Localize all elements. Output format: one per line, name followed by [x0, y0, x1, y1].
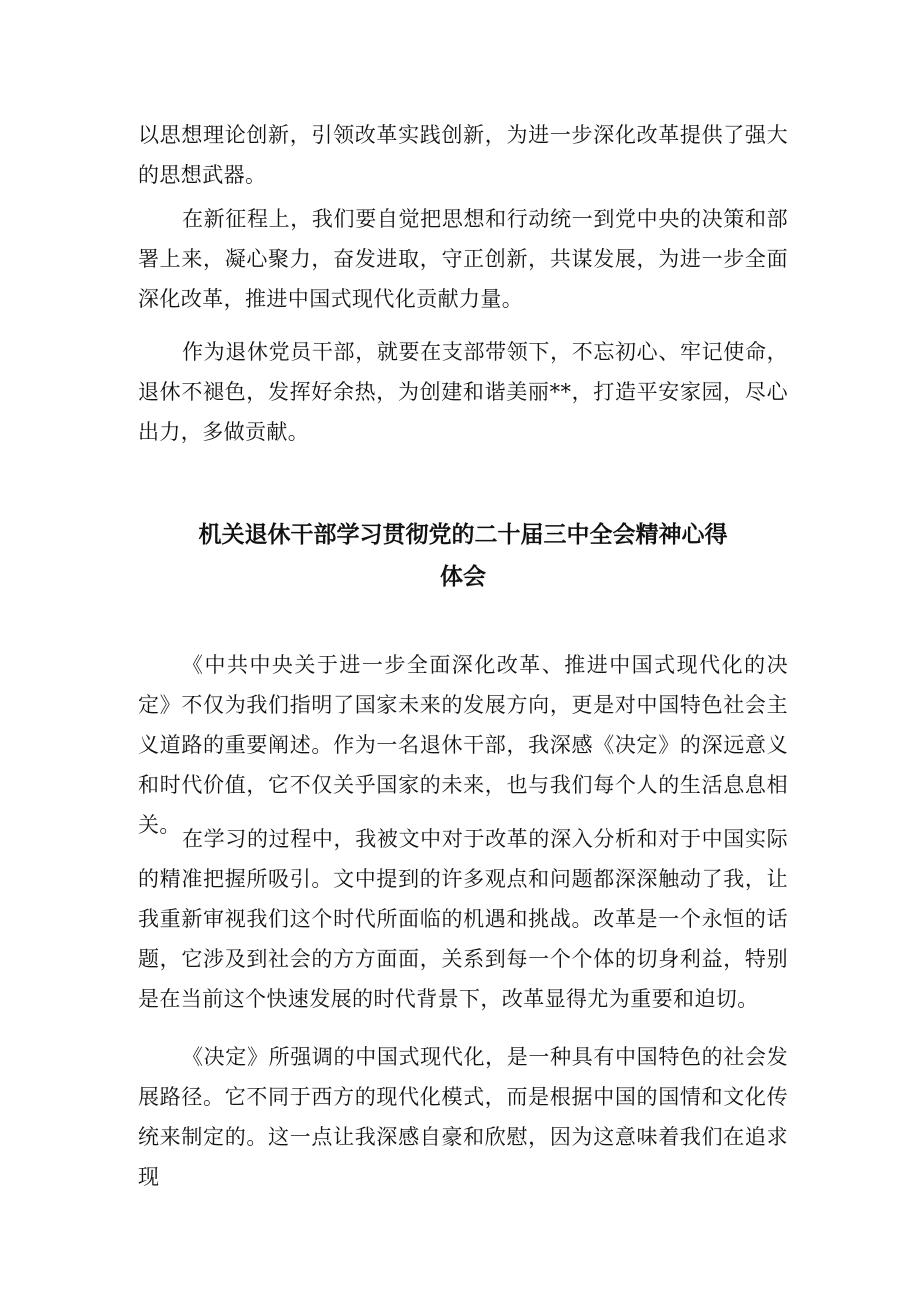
paragraph-retired-members: 作为退休党员干部，就要在支部带领下，不忘初心、牢记使命，退休不褪色，发挥好余热，为创建和谐美丽**，打造平安家园，尽心出力，多做贡献。	[138, 340, 788, 444]
section-title-line-2: 体会	[440, 564, 486, 590]
paragraph-decision-intro: 《中共中央关于进一步全面深化改革、推进中国式现代化的决定》不仅为我们指明了国家未来的发展方向，更是对中国特色社会主义道路的重要阐述。作为一名退休干部，我深感《决定》的深远意义和时代价值，它不仅关乎国家的未来，也与我们每个人的生活息息相关。	[138, 653, 788, 837]
paragraph-continuation: 以思想理论创新，引领改革实践创新，为进一步深化改革提供了强大的思想武器。	[138, 123, 788, 187]
paragraph-new-journey: 在新征程上，我们要自觉把思想和行动统一到党中央的决策和部署上来，凝心聚力，奋发进取，守正创新，共谋发展，为进一步全面深化改革，推进中国式现代化贡献力量。	[138, 207, 788, 311]
section-title-line-1: 机关退休干部学习贯彻党的二十届三中全会精神心得	[198, 522, 728, 548]
paragraph-chinese-modernization: 《决定》所强调的中国式现代化，是一种具有中国特色的社会发展路径。它不同于西方的现代化模式，而是根据中国的国情和文化传统来制定的。这一点让我深感自豪和欣慰，因为这意味着我们在追求现	[138, 1045, 788, 1189]
paragraph-learning-process: 在学习的过程中，我被文中对于改革的深入分析和对于中国实际的精准把握所吸引。文中提到的许多观点和问题都深深触动了我，让我重新审视我们这个时代所面临的机遇和挑战。改革是一个永恒的话题，它涉及到社会的方方面面，关系到每一个个体的切身利益，特别是在当前这个快速发展的时代背景下，改革显得尤为重要和迫切。	[138, 827, 788, 1011]
